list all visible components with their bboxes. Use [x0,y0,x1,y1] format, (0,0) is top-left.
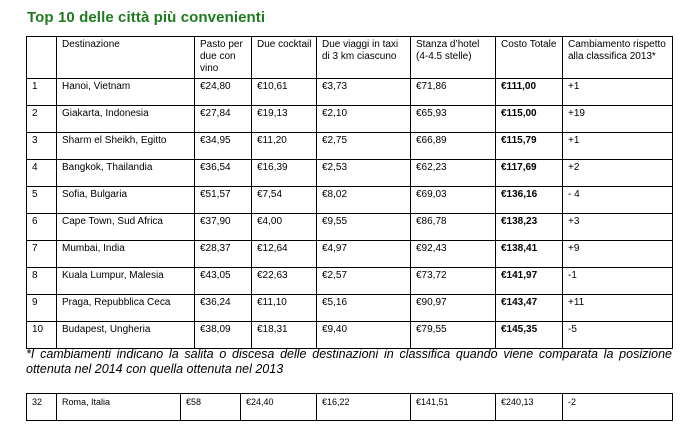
cell-total: €240,13 [496,394,563,421]
cell-hotel: €71,86 [411,79,496,106]
cell-meal: €24,80 [195,79,252,106]
table-row [27,295,673,322]
cell-hotel: €79,55 [411,322,496,349]
cell-rank: 32 [27,394,57,421]
cell-cocktails: €22,63 [252,268,317,295]
cell-taxi: €9,40 [317,322,411,349]
table-row [27,394,673,421]
cell-change: +11 [563,295,673,322]
table-row [27,322,673,349]
cell-change: -5 [563,322,673,349]
cell-total: €111,00 [496,79,563,106]
cell-hotel: €66,89 [411,133,496,160]
cell-total: €138,23 [496,214,563,241]
header-taxi: Due viaggi in taxi di 3 km ciascuno [317,37,411,79]
cell-destination: Hanoi, Vietnam [57,79,195,106]
header-cocktails: Due cocktail [252,37,317,79]
header-destination: Destinazione [57,37,195,79]
cell-change: +1 [563,79,673,106]
cell-change: - 4 [563,187,673,214]
cell-cocktails: €16,39 [252,160,317,187]
header-total: Costo Totale [496,37,563,79]
table-header-row [27,37,673,79]
cell-destination: Budapest, Ungheria [57,322,195,349]
cell-hotel: €92,43 [411,241,496,268]
cell-total: €136,16 [496,187,563,214]
cell-cocktails: €10,61 [252,79,317,106]
cell-meal: €28,37 [195,241,252,268]
cell-change: +3 [563,214,673,241]
cell-hotel: €86,78 [411,214,496,241]
cell-hotel: €69,03 [411,187,496,214]
extra-ranking-table [26,393,673,421]
cell-total: €145,35 [496,322,563,349]
cell-cocktails: €7,54 [252,187,317,214]
cell-taxi: €2,75 [317,133,411,160]
cell-rank: 9 [27,295,57,322]
cell-rank: 7 [27,241,57,268]
cell-total: €141,97 [496,268,563,295]
cell-cocktails: €4,00 [252,214,317,241]
table-row [27,106,673,133]
cell-rank: 2 [27,106,57,133]
cell-rank: 3 [27,133,57,160]
cell-meal: €37,90 [195,214,252,241]
cell-total: €115,00 [496,106,563,133]
cell-cocktails: €12,64 [252,241,317,268]
cell-rank: 1 [27,79,57,106]
cell-taxi: €8,02 [317,187,411,214]
cell-destination: Cape Town, Sud Africa [57,214,195,241]
cell-taxi: €3,73 [317,79,411,106]
cell-taxi: €9,55 [317,214,411,241]
cell-destination: Giakarta, Indonesia [57,106,195,133]
table-row [27,133,673,160]
cell-destination: Mumbai, India [57,241,195,268]
cell-hotel: €73,72 [411,268,496,295]
table-row [27,241,673,268]
footnote: *I cambiamenti indicano la salita o discesa delle destinazioni in classifica quando viene comparata la posizione ottenuta nel 2014 con quella ottenuta nel 2013 [26,347,672,376]
header-hotel: Stanza d’hotel (4-4.5 stelle) [411,37,496,79]
cell-change: +9 [563,241,673,268]
cell-total: €143,47 [496,295,563,322]
cell-hotel: €141,51 [411,394,496,421]
cell-change: +19 [563,106,673,133]
cell-meal: €43,05 [195,268,252,295]
cell-meal: €34,95 [195,133,252,160]
cell-destination: Sofia, Bulgaria [57,187,195,214]
cell-cocktails: €19,13 [252,106,317,133]
header-meal: Pasto per due con vino [195,37,252,79]
header-change: Cambiamento rispetto alla classifica 2013* [563,37,673,79]
table-row [27,268,673,295]
cell-rank: 8 [27,268,57,295]
cell-hotel: €65,93 [411,106,496,133]
cell-taxi: €4,97 [317,241,411,268]
cell-taxi: €16,22 [317,394,411,421]
cell-destination: Roma, Italia [57,394,181,421]
table-row [27,214,673,241]
cell-meal: €27,84 [195,106,252,133]
cell-cocktails: €24,40 [241,394,317,421]
cell-change: -1 [563,268,673,295]
cell-cocktails: €11,20 [252,133,317,160]
cell-destination: Sharm el Sheikh, Egitto [57,133,195,160]
ranking-table [26,36,673,349]
cell-meal: €38,09 [195,322,252,349]
table-row [27,79,673,106]
cell-total: €138,41 [496,241,563,268]
header-rank [27,37,57,79]
cell-change: +1 [563,133,673,160]
page-title: Top 10 delle città più convenienti [27,9,266,26]
cell-total: €117,69 [496,160,563,187]
cell-change: -2 [563,394,673,421]
cell-rank: 10 [27,322,57,349]
cell-destination: Praga, Repubblica Ceca [57,295,195,322]
cell-total: €115,79 [496,133,563,160]
cell-destination: Bangkok, Thailandia [57,160,195,187]
cell-meal: €58 [181,394,241,421]
cell-destination: Kuala Lumpur, Malesia [57,268,195,295]
cell-rank: 5 [27,187,57,214]
cell-rank: 4 [27,160,57,187]
cell-rank: 6 [27,214,57,241]
table-row [27,160,673,187]
cell-hotel: €90,97 [411,295,496,322]
table-row [27,187,673,214]
cell-meal: €51,57 [195,187,252,214]
cell-meal: €36,24 [195,295,252,322]
cell-taxi: €2,57 [317,268,411,295]
cell-taxi: €5,16 [317,295,411,322]
cell-hotel: €62,23 [411,160,496,187]
cell-cocktails: €18,31 [252,322,317,349]
cell-taxi: €2,53 [317,160,411,187]
cell-taxi: €2,10 [317,106,411,133]
cell-cocktails: €11,10 [252,295,317,322]
cell-change: +2 [563,160,673,187]
cell-meal: €36,54 [195,160,252,187]
